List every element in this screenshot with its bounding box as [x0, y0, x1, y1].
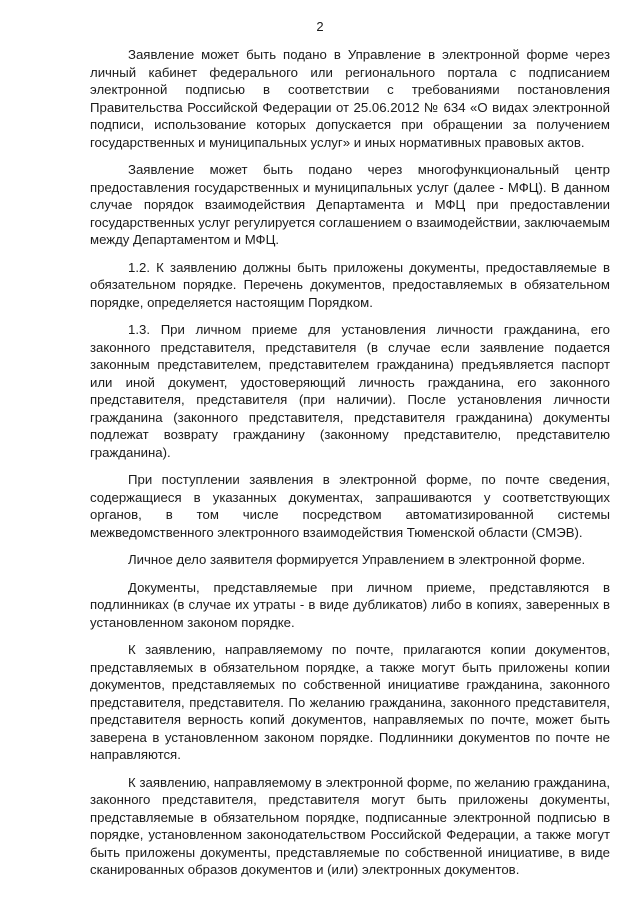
paragraph-electronic-attachments: К заявлению, направляемому в электронной форме, по желанию гражданина, законного представителя, представителя могут быть приложены документы, представляемые в обязательном порядке, подписанные электронной подписью в порядке, установленном законодательством Российской Федерации, а также могут быть приложены документы, представляемые по собственной инициативе, в виде сканированных образов документов и (или) электронных документов.	[90, 774, 610, 877]
page-number: 2	[316, 19, 324, 34]
paragraph-1-2: 1.2. К заявлению должны быть приложены документы, предоставляемые в обязательном порядке. Перечень документов, предоставляемых в обязательном порядке, определяется настоящим Порядком.	[90, 259, 610, 310]
document-body	[90, 46, 610, 879]
paragraph-personal-file: Личное дело заявителя формируется Управлением в электронной форме.	[128, 552, 586, 567]
paragraph-electronic-submission: Заявление может быть подано в Управление в электронной форме через личный кабинет федерального или регионального портала с подписанием электронной подписью в соответствии с требованиями постановления Правительства Российской Федерации от 25.06.2012 № 634 «О видах электронной подписи, использование которых допускается при обращении за получением государственных и муниципальных услуг» и иных нормативных правовых актов.	[90, 47, 610, 150]
paragraph-electronic-requests: При поступлении заявления в электронной форме, по почте сведения, содержащиеся в указанных документах, запрашиваются у соответствующих органов, в том числе посредством автоматизированной системы межведомственного электронного взаимодействия Тюменской области (СМЭВ).	[90, 472, 610, 540]
paragraph-originals: Документы, представляемые при личном приеме, представляются в подлинниках (в случае их утраты - в виде дубликатов) либо в копиях, заверенных в установленном законом порядке.	[90, 579, 610, 630]
paragraph-mfc-submission: Заявление может быть подано через многофункциональный центр предоставления государственных и муниципальных услуг (далее - МФЦ). В данном случае порядок взаимодействия Департамента и МФЦ при предоставлении государственных услуг регулируется соглашением о взаимодействии, заключаемым между Департаментом и МФЦ.	[90, 162, 610, 247]
paragraph-mail-copies: К заявлению, направляемому по почте, прилагаются копии документов, представляемых в обязательном порядке, а также могут быть приложены копии документов, представляемых по собственной инициативе гражданина, законного представителя, представителя. По желанию гражданина, законного представителя, представителя верность копий документов, направляемых по почте, может быть заверена в установленном законом порядке. Подлинники документов по почте не направляются.	[90, 642, 610, 762]
paragraph-1-3: 1.3. При личном приеме для установления личности гражданина, его законного представителя, представителя (в случае если заявление подается законным представителем, представителем гражданина) предъявляется паспорт или иной документ, удостоверяющий личность гражданина, его законного представителя, представителя (при наличии). После установления личности гражданина (законного представителя, представителя гражданина) документы подлежат возврату гражданину (законному представителю, представителю гражданина).	[90, 322, 610, 460]
